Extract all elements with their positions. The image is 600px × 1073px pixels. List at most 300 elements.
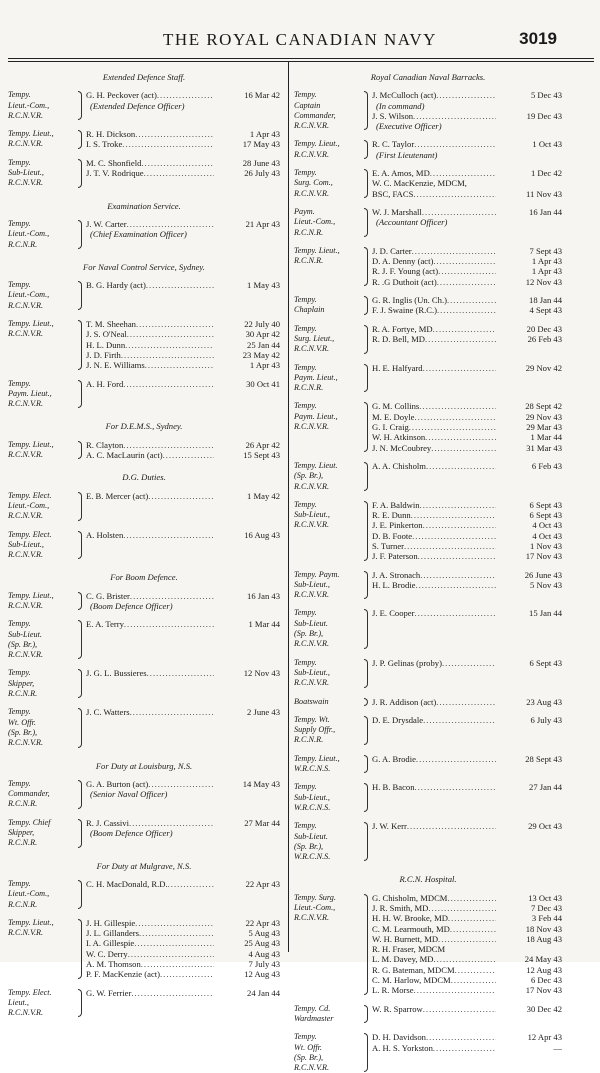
dot-leader: [168, 879, 214, 889]
rank-label: Tempy. Wt. Offr. (Sp. Br.), R.C.N.V.R.: [294, 1032, 330, 1073]
officer-entry: [86, 319, 280, 329]
rank-label: Paym. Lieut.-Com., R.C.N.R.: [294, 206, 336, 237]
dot-leader: [125, 340, 214, 350]
seniority-date: 1 Oct 43: [532, 139, 562, 150]
officer-list: [372, 715, 562, 746]
rank-label: Tempy. Cd. Wardmaster: [294, 1003, 334, 1023]
dot-leader: [447, 893, 496, 903]
rank-group: [294, 401, 562, 452]
group-gap: [8, 371, 280, 379]
spacer-line: [86, 389, 280, 399]
seniority-date: 12 Nov 43: [525, 276, 562, 287]
heading-gap: [8, 771, 280, 779]
dot-leader: [145, 360, 214, 370]
officer-entry: [372, 697, 562, 707]
heading-gap: [8, 272, 280, 280]
appointment-note: (Chief Examination Officer): [90, 229, 187, 240]
dot-leader: [407, 821, 496, 831]
seniority-date: 19 Dec 43: [526, 110, 562, 121]
section-gap: [8, 749, 280, 761]
brace-mark: [360, 697, 372, 707]
officer-entry: [372, 189, 562, 199]
dot-leader: [160, 969, 214, 979]
brace-mark: [360, 207, 372, 238]
rank-label: Tempy. Paym. Lieut., R.C.N.V.R.: [294, 401, 338, 432]
officer-name: W. C. MacKenzie, MDCM,: [372, 178, 467, 189]
officer-name: A. H. Ford: [86, 378, 124, 389]
dot-leader: [422, 207, 496, 217]
seniority-date: 14 May 43: [242, 778, 280, 789]
dot-leader: [413, 189, 496, 199]
rank-group: [294, 500, 562, 562]
officer-name: B. G. Hardy (act): [86, 280, 146, 291]
officer-entry: [372, 975, 562, 985]
seniority-date: 4 Aug 43: [248, 948, 280, 959]
header-rule-thin: [8, 61, 594, 62]
officer-name: J. S. O'Neal: [86, 329, 127, 340]
dot-leader: [127, 329, 214, 339]
rank-group: [8, 158, 280, 189]
officer-list: [372, 608, 562, 649]
seniority-date: 25 Jan 44: [247, 339, 280, 350]
seniority-date: 7 Dec 43: [530, 903, 562, 913]
brace-mark: [360, 782, 372, 813]
dot-leader: [415, 608, 497, 618]
brace-mark: [360, 324, 372, 355]
brace-mark: [74, 591, 86, 612]
officer-list: [372, 500, 562, 562]
brace-mark: [74, 379, 86, 410]
rank-label: Tempy. Elect. Sub-Lieut., R.C.N.V.R.: [8, 529, 52, 560]
seniority-date: 15 Sept 43: [243, 450, 280, 461]
seniority-date: 1 Nov 43: [530, 540, 562, 551]
officer-entry: [372, 754, 562, 764]
rank-group: [294, 1032, 562, 1073]
section-gap: [8, 409, 280, 421]
officer-entry: [86, 158, 280, 168]
section-gap: [8, 849, 280, 861]
group-gap: [294, 453, 562, 461]
officer-list: [372, 295, 562, 316]
brace-mark: [74, 818, 86, 849]
column-divider: [288, 62, 289, 952]
officer-entry: [372, 541, 562, 551]
officer-name: R. J. F. Young (act): [372, 266, 439, 277]
officer-list: [86, 319, 280, 370]
seniority-date: 26 Feb 43: [527, 333, 562, 344]
officer-list: [372, 754, 562, 775]
officer-entry: [86, 329, 280, 339]
dot-leader: [123, 530, 214, 540]
officer-name: C. M. Learmouth, MD: [372, 923, 450, 934]
spacer-line: [86, 511, 280, 521]
dot-leader: [122, 139, 214, 149]
seniority-date: 7 July 43: [248, 959, 280, 969]
officer-name: J. T. V. Rodrique: [86, 168, 144, 179]
officer-name: J. R. Addison (act): [372, 696, 437, 707]
spacer-line: [372, 590, 562, 600]
officer-name: D. B. Foote: [372, 530, 413, 541]
rank-group: [8, 319, 280, 370]
appointment-note: (In command): [376, 100, 425, 111]
officer-name: R. Clayton: [86, 439, 124, 450]
dot-leader: [418, 551, 496, 561]
brace-mark: [360, 570, 372, 601]
officer-entry: [86, 928, 280, 938]
dot-leader: [428, 903, 496, 913]
officer-entry: [372, 246, 562, 256]
officer-list: [372, 658, 562, 689]
group-gap: [8, 121, 280, 129]
dot-leader: [414, 139, 496, 149]
heading-gap: [294, 885, 562, 893]
seniority-date: 16 Jan 44: [529, 206, 562, 217]
officer-entry: [86, 139, 280, 149]
dot-leader: [420, 570, 496, 580]
officer-name: D. A. Denny (act): [372, 256, 434, 267]
dot-leader: [423, 520, 496, 530]
officer-name: F. J. Swaine (R.C.): [372, 305, 437, 316]
officer-name: L. M. Davey, MD: [372, 954, 434, 965]
rank-label: Tempy. Chaplain: [294, 295, 325, 315]
rank-label: Tempy. Lieut., R.C.N.R.: [294, 245, 340, 266]
officer-entry: [372, 266, 562, 276]
seniority-date: 31 Mar 43: [526, 442, 562, 453]
seniority-date: 26 Apr 42: [245, 439, 280, 450]
spacer-line: [372, 383, 562, 393]
officer-name: E. B. Mercer (act): [86, 490, 149, 501]
rank-label: Tempy. Sub-Lieut., R.C.N.V.R.: [8, 157, 44, 188]
officer-name: G. A. Brodie: [372, 753, 416, 764]
spacer-line: [86, 630, 280, 640]
dot-leader: [423, 715, 496, 725]
officer-name: M. C. Shonfield: [86, 157, 142, 168]
dot-leader: [157, 90, 214, 100]
rank-group: [294, 168, 562, 199]
section-heading: Examination Service.: [107, 200, 181, 211]
rank-label: Tempy. Lieut., R.C.N.V.R.: [8, 590, 54, 610]
officer-entry: [372, 965, 562, 975]
dot-leader: [123, 379, 214, 389]
officer-entry: [86, 280, 280, 290]
spacer-line: [86, 718, 280, 728]
seniority-date: 1 May 43: [247, 280, 280, 291]
officer-entry: [86, 379, 280, 389]
officer-list: [372, 401, 562, 452]
group-gap: [8, 150, 280, 158]
dot-leader: [423, 1004, 496, 1014]
seniority-date: 3 Feb 44: [531, 913, 562, 924]
officer-entry: [372, 715, 562, 725]
rank-group: [294, 461, 562, 492]
rank-label: Tempy. Wt. Offr. (Sp. Br.), R.C.N.V.R.: [8, 707, 44, 748]
officer-list: [372, 461, 562, 492]
dot-leader: [148, 491, 214, 501]
officer-list: [372, 324, 562, 355]
brace-mark: [74, 129, 86, 150]
dot-leader: [450, 924, 496, 934]
rank-label: Tempy. Surg. Lieut.-Com., R.C.N.V.R.: [294, 892, 336, 923]
group-gap: [294, 316, 562, 324]
officer-entry: [372, 401, 562, 411]
dot-leader: [438, 934, 496, 944]
dot-leader: [448, 913, 496, 923]
rank-label: Tempy. Skipper, R.C.N.R.: [8, 668, 38, 699]
officer-name: S. Turner: [372, 540, 404, 551]
officer-entry: [86, 918, 280, 928]
rank-group: [8, 530, 280, 561]
officer-entry: [372, 944, 562, 954]
rank-group: [294, 246, 562, 287]
officer-name: J. E. Cooper: [372, 608, 415, 619]
officer-entry: [372, 111, 562, 121]
spacer-line: [86, 540, 280, 550]
dot-leader: [438, 266, 496, 276]
group-gap: [294, 600, 562, 608]
officer-entry: [86, 530, 280, 540]
group-gap: [294, 746, 562, 754]
rank-label: Tempy. Lieut., W.R.C.N.S.: [294, 753, 340, 774]
seniority-date: 30 Oct 41: [246, 378, 280, 389]
rank-group: [294, 697, 562, 707]
seniority-date: —: [553, 1042, 562, 1053]
brace-mark: [74, 918, 86, 980]
officer-name: J. A. Stronach: [372, 569, 421, 580]
seniority-date: 4 Oct 43: [532, 530, 562, 541]
spacer-line: [86, 399, 280, 409]
rank-label: Tempy. Lieut.-Com., R.C.N.R.: [8, 218, 50, 249]
officer-entry: [372, 1043, 562, 1053]
rank-label: Tempy. Lieut.-Com., R.C.N.R.: [8, 878, 50, 909]
officer-list: [86, 158, 280, 189]
spacer-line: [372, 344, 562, 354]
officer-entry: [372, 305, 562, 315]
spacer-line: [86, 728, 280, 738]
officer-entry: [372, 500, 562, 510]
seniority-date: 28 Sept 43: [525, 753, 562, 764]
appointment-note: (First Lieutenant): [376, 149, 438, 160]
rank-label: Tempy. Sub-Lieut. (Sp. Br.), W.R.C.N.S.: [294, 821, 331, 862]
officer-entry: [86, 101, 280, 111]
section-heading: For Duty at Louisburg, N.S.: [95, 760, 193, 771]
dot-leader: [404, 541, 496, 551]
officer-name: H. L. Brodie: [372, 579, 416, 590]
seniority-date: 16 Mar 42: [244, 90, 280, 101]
seniority-date: 28 Sept 42: [525, 401, 562, 412]
officer-list: [372, 1004, 562, 1025]
seniority-date: 29 Oct 43: [528, 821, 562, 832]
officer-entry: [86, 959, 280, 969]
officer-name: F. A. Baldwin: [372, 499, 420, 510]
officer-name: R. .G Duthoit (act): [372, 276, 437, 287]
spacer-line: [86, 1008, 280, 1018]
rank-group: [294, 90, 562, 131]
dot-leader: [433, 1043, 496, 1053]
seniority-date: 6 Sept 43: [529, 657, 562, 668]
officer-name: H. L. Dunn: [86, 339, 126, 350]
seniority-date: 5 Aug 43: [248, 928, 280, 939]
group-gap: [294, 562, 562, 570]
dot-leader: [415, 782, 497, 792]
officer-entry: [372, 217, 562, 227]
dot-leader: [447, 295, 496, 305]
rank-label: Tempy. Wt. Supply Offr., R.C.N.R.: [294, 714, 336, 745]
officer-name: R. A. Fortye, MD: [372, 323, 433, 334]
rank-label: Boatswain: [294, 696, 329, 706]
dot-leader: [425, 432, 496, 442]
seniority-date: 1 Apr 43: [531, 256, 562, 267]
group-gap: [294, 160, 562, 168]
officer-entry: [372, 608, 562, 618]
spacer-line: [86, 111, 280, 121]
seniority-date: 1 Apr 43: [249, 129, 280, 140]
group-gap: [8, 660, 280, 668]
officer-name: R. H. Dickson: [86, 129, 136, 140]
officer-entry: [86, 619, 280, 629]
officer-entry: [372, 168, 562, 178]
officer-list: [86, 707, 280, 748]
officer-entry: [86, 440, 280, 450]
rank-group: [8, 90, 280, 121]
rank-group: [8, 818, 280, 849]
officer-entry: [372, 893, 562, 903]
rank-group: [8, 280, 280, 311]
group-gap: [294, 813, 562, 821]
rank-group: [294, 1004, 562, 1025]
dot-leader: [127, 219, 214, 229]
header-rule: [8, 58, 594, 59]
rank-label: Tempy. Sub-Lieut., R.C.N.V.R.: [294, 657, 330, 688]
spacer-line: [372, 373, 562, 383]
rank-group: [8, 619, 280, 660]
spacer-line: [372, 228, 562, 238]
section-heading: For Duty at Mulgrave, N.S.: [96, 860, 192, 871]
rank-group: [294, 207, 562, 238]
rank-group: [294, 893, 562, 996]
officer-entry: [372, 913, 562, 923]
officer-name: W. R. Sparrow: [372, 1003, 423, 1014]
rank-label: Tempy. Lieut. (Sp. Br.), R.C.N.V.R.: [294, 460, 338, 491]
officer-list: [86, 879, 280, 910]
spacer-line: [86, 998, 280, 1008]
brace-mark: [360, 1004, 372, 1025]
officer-list: [372, 246, 562, 287]
officer-name: R. E. Dunn: [372, 510, 411, 521]
officer-entry: [86, 779, 280, 789]
rank-group: [294, 295, 562, 316]
seniority-date: 4 Sept 43: [529, 305, 562, 316]
group-gap: [294, 393, 562, 401]
spacer-line: [86, 650, 280, 660]
seniority-date: 7 Sept 43: [529, 245, 562, 256]
dot-leader: [128, 949, 214, 959]
section-gap: [294, 862, 562, 874]
group-gap: [294, 650, 562, 658]
seniority-date: 12 Apr 43: [527, 1032, 562, 1043]
seniority-date: 1 May 42: [247, 490, 280, 501]
officer-name: J. McCulloch (act): [372, 90, 437, 101]
officer-name: J. F. Paterson: [372, 551, 418, 562]
rank-group: [294, 821, 562, 862]
seniority-date: 24 Jan 44: [247, 987, 280, 998]
dot-leader: [431, 443, 496, 453]
officer-entry: [86, 668, 280, 678]
brace-mark: [360, 658, 372, 689]
seniority-date: 29 Mar 43: [526, 422, 562, 433]
officer-entry: [372, 985, 562, 995]
officer-entry: [372, 295, 562, 305]
dot-leader: [437, 305, 496, 315]
spacer-line: [86, 738, 280, 748]
dot-leader: [130, 707, 214, 717]
dot-leader: [415, 412, 497, 422]
rank-group: [294, 139, 562, 160]
officer-name: A. M. Thomson: [86, 959, 141, 969]
seniority-date: 29 Nov 42: [525, 362, 562, 373]
brace-mark: [360, 500, 372, 562]
officer-name: J. C. Watters: [86, 707, 130, 718]
seniority-date: 22 July 40: [244, 319, 280, 330]
dot-leader: [124, 619, 214, 629]
officer-name: W. H. Burnett, MD: [372, 933, 439, 944]
seniority-date: 20 Dec 43: [526, 323, 562, 334]
brace-mark: [74, 707, 86, 748]
officer-name: J. W. Carter: [86, 218, 127, 229]
seniority-date: 12 Aug 43: [526, 964, 562, 975]
rank-group: [8, 879, 280, 910]
group-gap: [294, 492, 562, 500]
seniority-date: 1 Apr 43: [531, 266, 562, 277]
officer-list: [86, 90, 280, 121]
officer-entry: [372, 570, 562, 580]
heading-gap: [8, 483, 280, 491]
officer-list: [86, 530, 280, 561]
officer-list: [372, 570, 562, 601]
officer-entry: [372, 580, 562, 590]
brace-mark: [74, 530, 86, 561]
section-gap: [8, 189, 280, 201]
spacer-line: [372, 832, 562, 842]
spacer-line: [372, 482, 562, 492]
brace-mark: [74, 280, 86, 311]
brace-mark: [360, 1032, 372, 1073]
rank-group: [8, 988, 280, 1019]
group-gap: [294, 199, 562, 207]
seniority-date: 30 Apr 42: [245, 329, 280, 340]
officer-entry: [86, 601, 280, 611]
officer-name: W. C. Derry: [86, 948, 128, 959]
spacer-line: [372, 1053, 562, 1063]
spacer-line: [86, 889, 280, 899]
rank-group: [8, 707, 280, 748]
dot-leader: [131, 988, 214, 998]
officer-name: D. H. Davidson: [372, 1032, 426, 1043]
officer-entry: [86, 129, 280, 139]
dot-leader: [430, 168, 496, 178]
officer-entry: [372, 520, 562, 530]
brace-mark: [74, 619, 86, 660]
dot-leader: [163, 450, 214, 460]
left-column: [8, 72, 280, 1018]
brace-mark: [360, 715, 372, 746]
officer-entry: [372, 412, 562, 422]
brace-mark: [360, 401, 372, 452]
officer-entry: [86, 168, 280, 178]
dot-leader: [134, 938, 214, 948]
section-gap: [8, 560, 280, 572]
seniority-date: 18 Aug 43: [526, 933, 562, 944]
seniority-date: 24 May 43: [524, 954, 562, 965]
